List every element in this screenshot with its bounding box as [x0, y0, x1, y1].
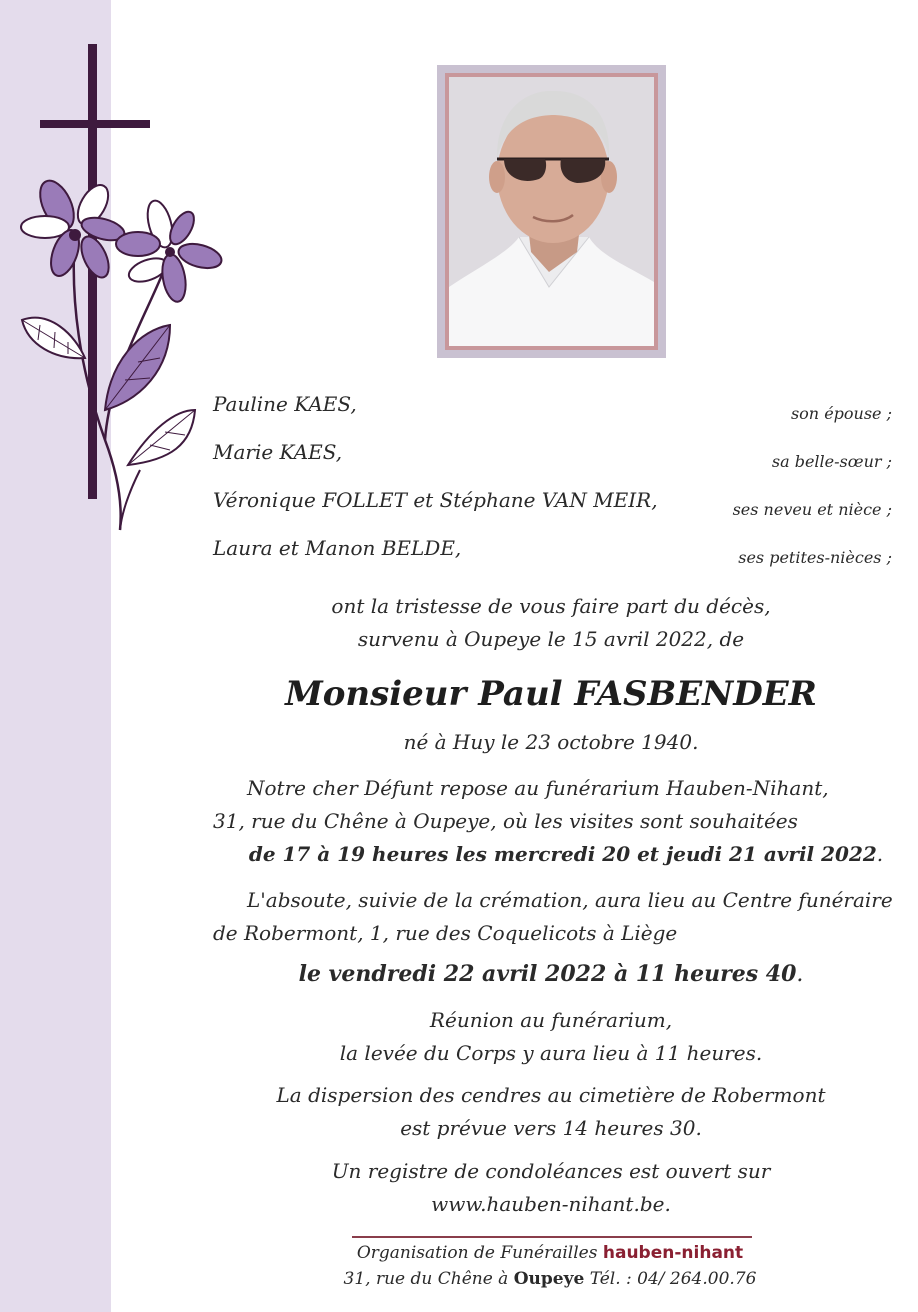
announcement-line: survenu à Oupeye le 15 avril 2022, de [357, 627, 745, 651]
condolences-line: Un registre de condoléances est ouvert sur [331, 1159, 771, 1183]
funeral-home-logo: hauben-nihant [602, 1243, 744, 1263]
footer-address-prefix: 31, rue du Chêne à [343, 1269, 509, 1289]
portrait-frame [437, 65, 666, 358]
family-member-name: Véronique FOLLET et Stéphane VAN MEIR, [213, 488, 658, 512]
footer-organisation [330, 1243, 770, 1263]
family-relation: son épouse ; [790, 404, 892, 423]
ceremony-date: le vendredi 22 avril 2022 à 11 heures 40. [298, 961, 804, 987]
violet-flower-icon [116, 198, 224, 304]
announcement-block [200, 590, 902, 656]
visitation-block [200, 772, 902, 871]
footer-town: Oupeye [513, 1269, 585, 1289]
birth-info: né à Huy le 23 octobre 1940. [403, 730, 699, 754]
footer-phone: Tél. : 04/ 264.00.76 [589, 1269, 757, 1289]
family-member-name: Marie KAES, [213, 440, 343, 464]
cross-flower-ornament [10, 40, 230, 540]
condolences-website: www.hauben-nihant.be. [431, 1192, 671, 1216]
family-relation: sa belle-sœur ; [771, 452, 892, 471]
visitation-hours-text: de 17 à 19 heures les mercredi 20 et jeudi 21 avril 2022 [248, 842, 877, 866]
family-entry [213, 388, 892, 436]
family-entry [213, 436, 892, 484]
portrait-photo [445, 73, 658, 350]
dispersion-block [200, 1079, 902, 1145]
gathering-line: la levée du Corps y aura lieu à 11 heures. [339, 1041, 763, 1065]
family-member-name: Pauline KAES, [213, 392, 357, 416]
ceremony-block [200, 884, 902, 991]
deceased-block [200, 672, 902, 759]
visitation-line: 31, rue du Chêne à Oupeye, où les visites sont souhaitées [213, 809, 798, 833]
gathering-line: Réunion au funérarium, [429, 1008, 673, 1032]
family-member-name: Laura et Manon BELDE, [213, 536, 462, 560]
family-relation: ses neveu et nièce ; [732, 500, 892, 519]
portrait-photo-illustration [449, 77, 654, 346]
footer-org-label: Organisation de Funérailles [356, 1243, 598, 1263]
footer-address [330, 1269, 770, 1289]
deceased-name: Monsieur Paul FASBENDER [285, 674, 817, 714]
visitation-line: Notre cher Défunt repose au funérarium Hauben-Nihant, [247, 776, 829, 800]
family-list [213, 388, 892, 580]
gathering-block [200, 1004, 902, 1070]
dispersion-line: La dispersion des cendres au cimetière de Robermont [276, 1083, 826, 1107]
condolences-block [200, 1155, 902, 1221]
family-relation: ses petites-nièces ; [738, 548, 892, 567]
ceremony-date-text: le vendredi 22 avril 2022 à 11 heures 40 [298, 961, 797, 987]
family-entry [213, 532, 892, 580]
footer-divider [352, 1236, 752, 1238]
visitation-hours: de 17 à 19 heures les mercredi 20 et jeudi 21 avril 2022. [248, 842, 884, 866]
family-entry [213, 484, 892, 532]
announcement-line: ont la tristesse de vous faire part du décès, [331, 594, 771, 618]
ceremony-line: L'absoute, suivie de la crémation, aura lieu au Centre funéraire [247, 888, 893, 912]
dispersion-line: est prévue vers 14 heures 30. [400, 1116, 702, 1140]
ceremony-line: de Robermont, 1, rue des Coquelicots à Liège [213, 921, 678, 945]
